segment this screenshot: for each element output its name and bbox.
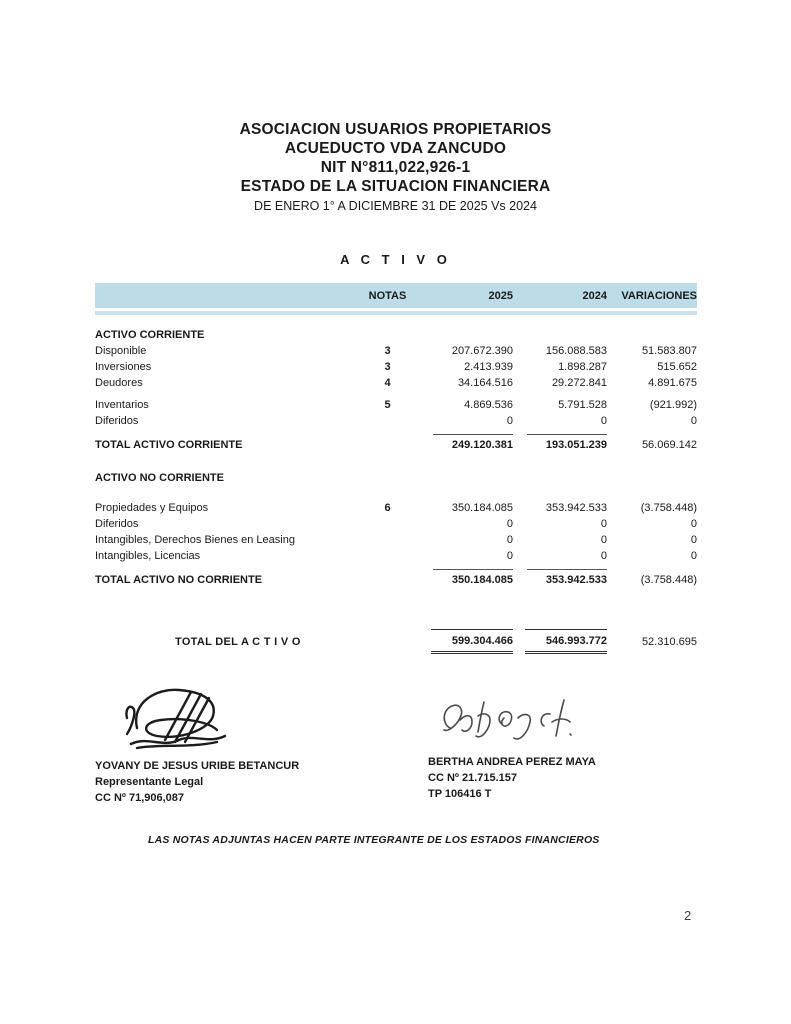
row-variacion: (3.758.448) — [640, 502, 697, 514]
subtotal-rule-2025 — [433, 566, 513, 570]
row-variacion: (921.992) — [649, 399, 697, 411]
total-variacion: (3.758.448) — [640, 574, 697, 586]
org-name-line2: ACUEDUCTO VDA ZANCUDO — [284, 140, 507, 157]
row-label: Diferidos — [95, 518, 139, 530]
row-variacion: 0 — [690, 550, 697, 562]
row-2025: 2.413.939 — [464, 361, 513, 373]
row-variacion: 0 — [690, 518, 697, 530]
grand-total-label: TOTAL DEL A C T I V O — [175, 635, 301, 648]
row-nota: 5 — [384, 399, 391, 411]
row-nota: 3 — [384, 361, 391, 373]
total-2024: 353.942.533 — [545, 574, 607, 586]
table-row — [95, 413, 697, 429]
row-2025: 207.672.390 — [451, 345, 513, 357]
row-label: Inversiones — [95, 361, 152, 373]
total-2025: 249.120.381 — [451, 439, 513, 451]
row-2024: 156.088.583 — [545, 345, 607, 357]
signatory-id: CC Nº 71,906,087 — [95, 792, 185, 804]
row-label: Inventarios — [95, 399, 149, 411]
total-2024: 193.051.239 — [545, 439, 607, 451]
nit-line: NIT N°811,022,926-1 — [320, 159, 471, 176]
table-header-row — [95, 283, 697, 308]
table-row — [95, 359, 697, 375]
statement-title: ESTADO DE LA SITUACION FINANCIERA — [240, 178, 551, 195]
row-nota — [345, 532, 430, 548]
grand-total-2025: 599.304.466 — [431, 629, 513, 654]
signatory-tp: TP 106416 T — [428, 788, 492, 800]
document-header — [0, 0, 791, 216]
row-label: Diferidos — [95, 415, 139, 427]
row-label: Intangibles, Licencias — [95, 550, 201, 562]
total-activo-corriente-row — [95, 435, 697, 456]
signatory-role: Representante Legal — [95, 776, 204, 788]
row-nota: 6 — [384, 502, 391, 514]
table-row — [95, 500, 697, 516]
row-2024: 353.942.533 — [545, 502, 607, 514]
row-2024: 0 — [600, 534, 607, 546]
table-row — [95, 397, 697, 413]
row-label: Disponible — [95, 345, 147, 357]
row-nota: 3 — [384, 345, 391, 357]
col-header-variaciones: VARIACIONES — [621, 289, 697, 302]
table-row — [95, 375, 697, 391]
signatory-id: CC Nº 21.715.157 — [428, 772, 518, 784]
grand-total-variacion: 52.310.695 — [641, 635, 697, 648]
row-2025: 34.164.516 — [457, 377, 513, 389]
row-2025: 0 — [506, 415, 513, 427]
row-label: Propiedades y Equipos — [95, 502, 209, 514]
table-row — [95, 532, 697, 548]
signature-block-left — [95, 684, 428, 806]
section-heading-activo-no-corriente: ACTIVO NO CORRIENTE — [95, 472, 224, 484]
row-variacion: 515.652 — [657, 361, 697, 373]
grand-total-2024: 546.993.772 — [525, 629, 607, 654]
row-2025: 0 — [506, 550, 513, 562]
subtotal-rule-2024 — [527, 431, 607, 435]
row-2025: 0 — [506, 518, 513, 530]
table-row — [95, 343, 697, 359]
total-label: TOTAL ACTIVO NO CORRIENTE — [95, 574, 263, 586]
row-2024: 0 — [600, 518, 607, 530]
total-variacion: 56.069.142 — [641, 439, 697, 451]
row-variacion: 51.583.807 — [641, 345, 697, 357]
row-2025: 0 — [506, 534, 513, 546]
total-label: TOTAL ACTIVO CORRIENTE — [95, 439, 243, 451]
row-2024: 0 — [600, 550, 607, 562]
col-header-2024: 2024 — [582, 289, 607, 302]
row-variacion: 0 — [690, 534, 697, 546]
row-variacion: 4.891.675 — [648, 377, 697, 389]
assets-table — [95, 283, 697, 654]
page-number: 2 — [684, 908, 692, 923]
table-row — [95, 548, 697, 564]
row-variacion: 0 — [690, 415, 697, 427]
row-label: Intangibles, Derechos Bienes en Leasing — [95, 534, 295, 546]
org-name-line1: ASOCIACION USUARIOS PROPIETARIOS — [239, 121, 552, 138]
row-2024: 1.898.287 — [558, 361, 607, 373]
signature-block-right — [428, 684, 697, 806]
total-2025: 350.184.085 — [451, 574, 513, 586]
subtotal-rule-2024 — [527, 566, 607, 570]
row-nota — [345, 413, 430, 429]
total-activo-no-corriente-row — [95, 570, 697, 591]
col-header-notas: NOTAS — [368, 289, 407, 302]
section-heading-activo-corriente: ACTIVO CORRIENTE — [95, 329, 205, 341]
signatures-section — [95, 684, 697, 806]
subtotal-rule-2025 — [433, 431, 513, 435]
row-nota: 4 — [384, 377, 391, 389]
row-2025: 4.869.536 — [464, 399, 513, 411]
signatory-name: BERTHA ANDREA PEREZ MAYA — [428, 756, 596, 768]
signatory-name: YOVANY DE JESUS URIBE BETANCUR — [95, 760, 300, 772]
row-2025: 350.184.085 — [451, 502, 513, 514]
row-label: Deudores — [95, 377, 143, 389]
row-nota — [345, 548, 430, 564]
notes-disclaimer: LAS NOTAS ADJUNTAS HACEN PARTE INTEGRANTE DE LOS ESTADOS FINANCIEROS — [148, 834, 600, 846]
signature-left — [113, 684, 248, 756]
row-nota — [345, 516, 430, 532]
row-2024: 29.272.841 — [551, 377, 607, 389]
section-title-activo: A C T I V O — [340, 252, 451, 267]
grand-total-row — [95, 629, 697, 654]
col-header-2025: 2025 — [488, 289, 513, 302]
header-band-stripe — [95, 311, 697, 315]
row-2024: 5.791.528 — [558, 399, 607, 411]
signature-right — [432, 696, 582, 744]
table-row — [95, 516, 697, 532]
statement-period: DE ENERO 1° A DICIEMBRE 31 DE 2025 Vs 2024 — [254, 199, 537, 213]
row-2024: 0 — [600, 415, 607, 427]
